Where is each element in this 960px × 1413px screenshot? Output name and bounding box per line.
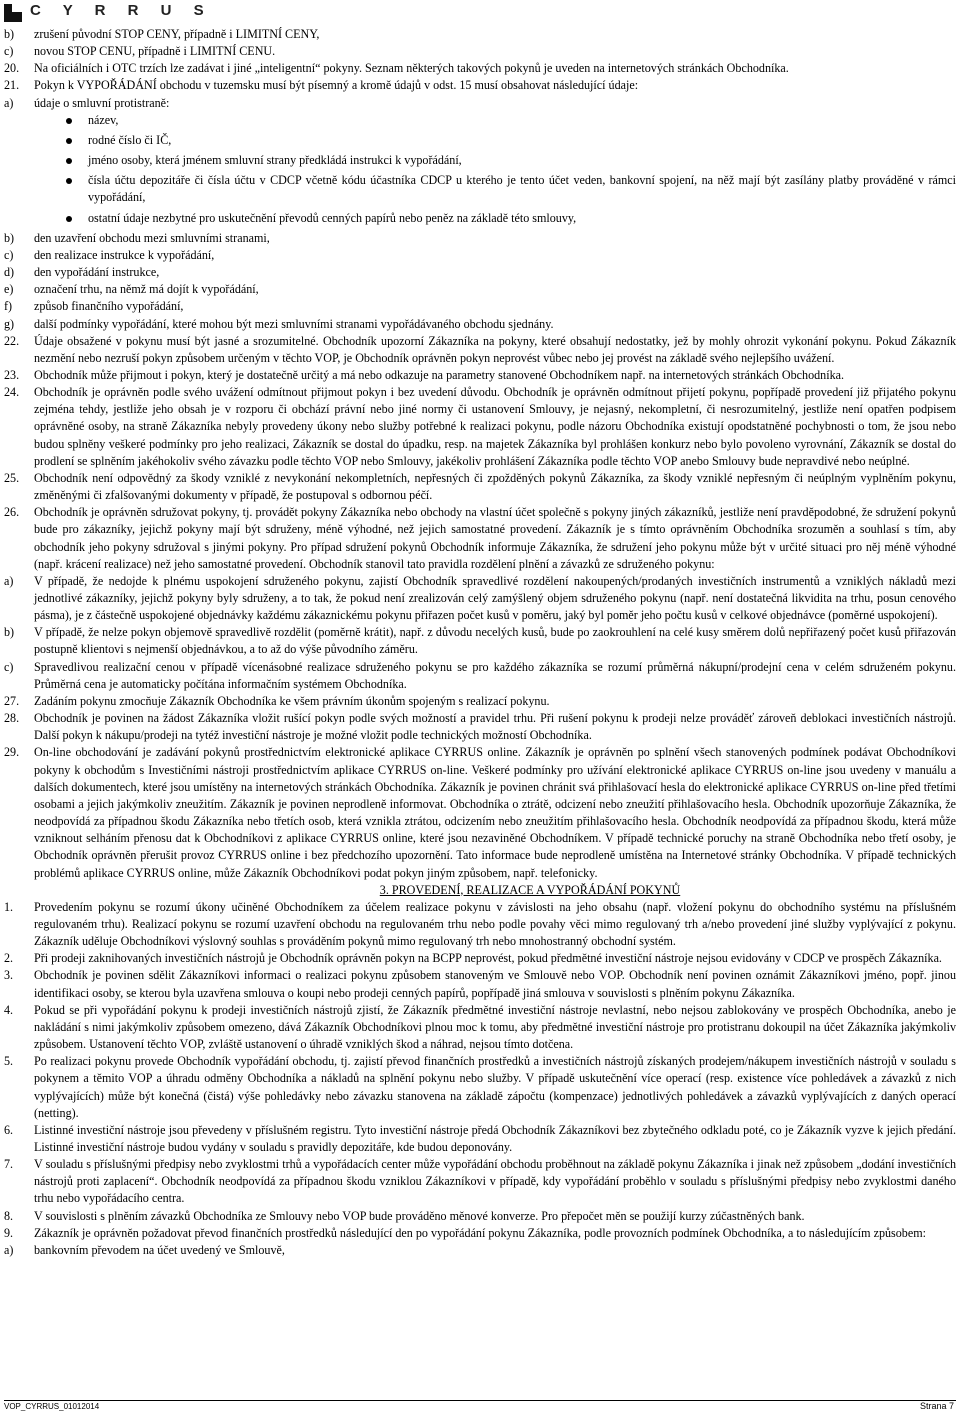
item-number: b)	[4, 27, 15, 41]
sub-item	[4, 316, 956, 333]
sub-item	[4, 264, 956, 281]
item-text: V souladu s příslušnými předpisy nebo zvyklostmi trhů a vypořádacích center může vypořádání obchodu proběhnout na základě pokynu Zákazníka i jinak než způsobem „dodání investičních nástrojů proti zaplacení“. Obchodník neodpovídá za případnou škodu vzniklou Zákazníkovi v případě, kdy vypořádání proběhlo v souladu s příslušnými předpisy nebo zvyklostmi daného trhu nebo vypořádacího centra.	[34, 1157, 956, 1206]
item-text: Spravedlivou realizační cenou v případě vícenásobné realizace sdruženého pokynu se pro každého zákazníka se rozumí průměrná nákupní/prodejní cena v celém sdruženém pokynu. Průměrná cena je automaticky počítána informačním systémem Obchodníka.	[34, 659, 956, 691]
item-number: 26.	[4, 505, 20, 520]
paragraph-item	[4, 470, 956, 504]
item-number: g)	[4, 316, 15, 331]
item-text: Při prodeji zaknihovaných investičních nástrojů je Obchodník oprávněn pokyn na BCPP neprovést, pokud předmětné investiční nástroje nejsou evidovány v CDCP ve prospěch Zákazníka.	[34, 951, 942, 966]
item-text: zrušení původní STOP CENY, případně i LIMITNÍ CENY,	[34, 27, 320, 41]
item-text: označení trhu, na němž má dojít k vypořádání,	[34, 282, 259, 297]
item-number: 29.	[4, 745, 20, 760]
page-header	[0, 0, 960, 24]
item-number: d)	[4, 265, 15, 280]
item-text: den vypořádání instrukce,	[34, 265, 160, 280]
paragraph-item	[4, 1122, 956, 1156]
item-number: a)	[4, 573, 14, 588]
sub-item	[4, 26, 956, 43]
bullet-text: jméno osoby, která jménem smluvní strany předkládá instrukci k vypořádání,	[88, 153, 462, 168]
item-number: 5.	[4, 1054, 14, 1069]
item-text: Obchodník je povinen sdělit Zákazníkovi informaci o realizaci pokynu způsobem stanoveným ve Smlouvě nebo VOP. Obchodník není povinen oznámit Zákazníkovi jméno, popř. jinou identifikaci osoby, se kterou byla uzavřena smlouva o koupi nebo prodeji cenných papírů, popřípadě jiná smlouva v souvislosti s plněním pokynu Zákazníka.	[34, 968, 956, 1000]
item-number: a)	[4, 95, 14, 110]
sub-item	[4, 298, 956, 315]
bullet-icon	[66, 118, 72, 124]
paragraph-item	[4, 1002, 956, 1053]
item-number: c)	[4, 247, 14, 262]
bullet-icon	[66, 158, 72, 164]
item-number: 3.	[4, 968, 14, 983]
item-text: V souvislosti s plněním závazků Obchodníka ze Smlouvy nebo VOP bude prováděno měnové konverze. Pro přepočet měn se použijí kurzy zúčastněných bank.	[34, 1208, 805, 1223]
item-text: Obchodník je oprávněn sdružovat pokyny, tj. provádět pokyny Zákazníka nebo obchody na vlastní účet společně s pokyny jiných zákazníků, jestliže není pravděpodobné, že sdružení pokynů bude pro zákazníky, jejichž pokyny mají být sdruženy, méně výhodné, než jejich samostatné provedení. Zákazník je s tímto oprávněním Obchodníka srozuměn a souhlasí s tím, aby obchodník jeho pokyny sdružoval s jinými pokyny. Pro případ sdružení pokynů Obchodník informuje Zákazníka, že sdružení jeho pokynu může být v určité situaci pro něj méně výhodné (např. krácení realizace) než jeho samostatné provedení. Obchodník stanovil tato pravidla rozdělení plnění a závazků ze sdruženého pokynu:	[34, 505, 956, 571]
paragraph-item	[4, 60, 956, 77]
item-number: 9.	[4, 1225, 14, 1240]
sub-item	[4, 1242, 956, 1259]
paragraph-item	[4, 1225, 956, 1242]
item-text: V případě, že nelze pokyn objemově spravedlivě rozdělit (poměrně krátit), např. z důvodu necelých kusů, bude po zaokrouhlení na celé kusy směrem dolů nepřiřazený počet kusů přiřazován postupně klientovi s nejmenší objednávkou, a to až do výše původního záměru.	[34, 625, 956, 657]
paragraph-item	[4, 1053, 956, 1122]
paragraph-item	[4, 384, 956, 470]
item-number: 27.	[4, 693, 20, 708]
sub-item	[4, 95, 956, 112]
bullet-icon	[66, 138, 72, 144]
item-text: Provedením pokynu se rozumí úkony učiněné Obchodníkem za účelem realizace pokynu v závislosti na jeho obsahu (např. vložení pokynu do obchodního systému na příslušném regulovaném trhu). Realizací pokynu se rozumí uzavření obchodu na regulovaném trhu nebo podle povahy věci mimo regulovaný trh a/nebo provedení jiné služby vyplývající z pokynu. Zákazník uděluje Obchodníkovi výslovný souhlas s prováděním pokynů mimo regulovaný trh nebo mnohostranný obchodní systém.	[34, 899, 956, 949]
item-number: 7.	[4, 1157, 14, 1172]
item-number: 22.	[4, 333, 20, 348]
item-number: 4.	[4, 1002, 14, 1017]
item-number: e)	[4, 282, 14, 297]
document-code: VOP_CYRRUS_01012014	[4, 1402, 100, 1411]
document-body	[4, 26, 956, 1259]
sub-item	[4, 230, 956, 247]
bullet-item	[4, 172, 956, 206]
item-number: f)	[4, 299, 13, 314]
paragraph-item	[4, 333, 956, 367]
paragraph-item	[4, 77, 956, 94]
paragraph-item	[4, 367, 956, 384]
paragraph-item	[4, 744, 956, 881]
paragraph-item	[4, 504, 956, 573]
item-number: 8.	[4, 1208, 14, 1223]
item-number: 6.	[4, 1122, 14, 1137]
sub-item	[4, 43, 956, 60]
item-text: Na oficiálních i OTC trzích lze zadávat i jiné „inteligentní“ pokyny. Seznam některých takových pokynů je uveden na internetových stránkách Obchodníka.	[34, 61, 789, 76]
item-number: a)	[4, 1242, 14, 1257]
item-number: 21.	[4, 78, 20, 93]
item-text: bankovním převodem na účet uvedený ve Smlouvě,	[34, 1242, 285, 1257]
item-text: další podmínky vypořádání, které mohou být mezi smluvními stranami vypořádávaného obchodu sjednány.	[34, 316, 554, 331]
paragraph-item	[4, 950, 956, 967]
item-number: b)	[4, 230, 15, 245]
bullet-text: čísla účtu depozitáře či čísla účtu v CDCP včetně kódu účastníka CDCP u kterého je tento účet veden, bankovní spojení, na něž mají být zasílány platby prováděné v rámci vypořádání,	[88, 173, 956, 205]
item-text: V případě, že nedojde k plnému uspokojení sdruženého pokynu, zajistí Obchodník spravedlivé rozdělení nakoupených/prodaných investičních instrumentů a vzniklých nákladů mezi jednotlivé zákazníky, jejichž pokyny byly sdruženy, a to tak, že pokud není zrealizován celý zamýšlený objem sdruženého pokynu (např. není dostatečná likvidita na trhu, posun cenového pásma), je z částečně uspokojené objednávky každému zákaznickému pokynu přiřazen počet kusů v poměru, jaký byl poměr jeho počtu kusů v celkové objednávce (poměrné uspokojení).	[34, 573, 956, 623]
bullet-text: název,	[88, 112, 119, 127]
bullet-item	[4, 152, 956, 169]
item-number: 20.	[4, 61, 20, 76]
item-number: 23.	[4, 367, 20, 382]
item-text: Obchodník je oprávněn podle svého uvážení odmítnout přijmout pokyn i bez uvedení důvodu. Obchodník je oprávněn odmítnout přijetí pokynu, popřípadě provedení již přijatého pokynu zejména tehdy, jestliže jeho obsah je v rozporu či obchází právní nebo jiné normy či ustanovení Smlouvy, je nejasný, nekompletní, či nesrozumitelný, jestliže není opatřen podpisem oprávněné osoby, na straně Zákazníka nebyly provedeny úkony nebo služby potřebné k realizaci pokynu, podle názoru Obchodníka existují opodstatněné pochybnosti o tom, že jsou nebo budou splněny veškeré podmínky pro jeho realizaci, Zákazník se dostal do úpadku, resp. na majetek Zákazníka byl prohlášen konkurz nebo bylo povoleno vyrovnání, Zákazník se dostal do prodlení se splněním jakéhokoliv svého závazku podle těchto VOP nebo Smlouvy, jakékoliv prohlášení Zákazníka podle těchto VOP anebo Smlouvy bude nepravdivé nebo neúplné.	[34, 385, 956, 468]
item-text: Zákazník je oprávněn požadovat převod finančních prostředků následující den po vypořádání pokynu Zákazníka, podle provozních podmínek Obchodníka, a to následujícím způsobem:	[34, 1225, 926, 1240]
paragraph-item	[4, 1156, 956, 1207]
item-text: Obchodník může přijmout i pokyn, který je dostatečně určitý a má nebo odkazuje na parametry stanovené Obchodníkem např. na internetových stránkách Obchodníka.	[34, 367, 845, 382]
item-text: údaje o smluvní protistraně:	[34, 95, 170, 110]
item-number: 24.	[4, 385, 20, 400]
bullet-text: ostatní údaje nezbytné pro uskutečnění převodů cenných papírů nebo peněz na základě této smlouvy,	[88, 210, 577, 225]
paragraph-item	[4, 967, 956, 1001]
item-text: Listinné investiční nástroje jsou převedeny v příslušném registru. Tyto investiční nástroje předá Obchodník Zákazníkovi bez zbytečného odkladu poté, co je Zákazník vyzve k jejich předání. Listinné investiční nástroje budou vydány v souladu s pravidly depozitáře, kde budou deponovány.	[34, 1122, 956, 1154]
item-text: Zadáním pokynu zmocňuje Zákazník Obchodníka ke všem právním úkonům spojeným s realizací pokynu.	[34, 693, 550, 708]
item-text: den realizace instrukce k vypořádání,	[34, 247, 215, 262]
company-logo-text: C Y R R U S	[30, 2, 213, 19]
sub-item	[4, 573, 956, 624]
paragraph-item	[4, 899, 956, 950]
item-text: Obchodník není odpovědný za škody vzniklé z nevykonání nekompletních, nepřesných či zpožděných pokynů Zákazníka, za škody vzniklé nepřesným či neúplným vyplněním pokynu, změněnými či zfalšovanými dokumenty v případě, že postupoval s odbornou péčí.	[34, 470, 956, 503]
item-number: c)	[4, 44, 14, 59]
item-text: den uzavření obchodu mezi smluvními stranami,	[34, 230, 270, 245]
bullet-item	[4, 210, 956, 227]
section-heading: 3. PROVEDENÍ, REALIZACE A VYPOŘÁDÁNÍ POKYNŮ	[379, 882, 681, 897]
paragraph-item	[4, 693, 956, 710]
item-number: 28.	[4, 711, 20, 726]
bullet-icon	[66, 216, 72, 222]
bullet-text: rodné číslo či IČ,	[88, 132, 172, 147]
item-text: způsob finančního vypořádání,	[34, 299, 184, 314]
bullet-icon	[66, 178, 72, 184]
item-text: Obchodník je povinen na žádost Zákazníka vložit rušící pokyn podle svých možností a pravidel trhu. Při rušení pokynu k prodeji nelze prováděť zároveň deblokaci investičních nástrojů. Další pokyn k nákupu/prodeji na tytéž investiční nástroje je možné vložit podle technických možností Obchodníka.	[34, 711, 956, 743]
footer-divider	[4, 1400, 956, 1401]
item-number: 25.	[4, 470, 20, 485]
sub-item	[4, 624, 956, 658]
bullet-item	[4, 132, 956, 149]
paragraph-item	[4, 710, 956, 744]
item-number: c)	[4, 659, 14, 674]
item-text: Pokud se při vypořádání pokynu k prodeji investičních nástrojů zjistí, že Zákazník předmětné investiční nástroje nevlastní, nebo nejsou zablokovány ve prospěch Obchodníka, anebo je nakládání s nimi jakýmkoliv způsobem omezeno, dává Zákazník Obchodníkovi plnou moc k tomu, aby předmětné investiční nástroje pro protistranu dokoupil na účet Zákazníka jakýmkoliv způsobem. Ustanovení těchto VOP, zvláště ustanovení o úhradě vzniklých škod a náhrad, nejsou tímto dotčena.	[34, 1002, 956, 1052]
sub-item	[4, 281, 956, 298]
item-number: 1.	[4, 899, 14, 914]
paragraph-item	[4, 1208, 956, 1225]
item-text: Po realizaci pokynu provede Obchodník vypořádání obchodu, tj. zajistí převod finančních prostředků a investičních nástrojů získaných prodejem/nákupem investičních nástrojů v souladu s pokynem a těmito VOP a úhradu odměny Obchodníka a nákladů na splnění pokynu nebo služby. V případě uskutečnění více operací (resp. existence více pohledávek a závazků z nich vyplývajících) může být konečná (čistá) výše pohledávky nebo závazku stanovena na základě zápočtu (kompenzace) jednotlivých pohledávek a závazků vyplývajících z daných operací (netting).	[34, 1054, 956, 1120]
item-number: 2.	[4, 951, 14, 966]
item-text: On-line obchodování je zadávání pokynů prostřednictvím elektronické aplikace CYRRUS online. Zákazník je oprávněn po splnění všech stanovených podmínek podávat Obchodníkovi pokyny k obchodům s Investičními nástroji prostřednictvím aplikace CYRRUS on-line. Veškeré podmínky pro užívání elektronické aplikace CYRRUS on-line jsou uvedeny v manuálu a dalších dokumentech, které jsou umístěny na internetových stránkách Obchodníka. Zákazník je povinen chránit svá přihlašovací hesla do elektronické aplikace CYRRUS on-line před třetími osobami a jejich jakýmkoliv zneužitím. Zákazník je povinen neprodleně informovat. Obchodníka o ztrátě, odcizení nebo zneužití přihlašovacího hesla. Obchodník upozorňuje Zákazníka, že neodpovídá za případnou škodu Zákazníka nebo třetích osob, která vznikla ztrátou, odcizením nebo zneužitím přihlašovacího hesla. Obchodník neodpovídá za případnou škodu, která může vzniknout selháním přenosu dat k Obchodníkovi z aplikace CYRRUS online, které jsou nezaviněné Obchodníkem. V případě technické poruchy na straně Obchodníka nebo třetí osoby, je Obchodník oprávněn přerušit provoz CYRRUS online i bez předchozího upozornění. Tato informace bude neprodleně umístěna na Internetové stránky Obchodníka. V případě technických problémů aplikace CYRRUS online, může Zákazník Obchodníkovi podat pokyn jiným způsobem, např. telefonicky.	[34, 745, 956, 880]
sub-item	[4, 659, 956, 693]
item-text: novou STOP CENU, případně i LIMITNÍ CENU.	[34, 44, 276, 59]
item-text: Pokyn k VYPOŘÁDÁNÍ obchodu v tuzemsku musí být písemný a kromě údajů v odst. 15 musí obsahovat následující údaje:	[34, 78, 639, 93]
page-number: Strana 7	[919, 1401, 954, 1411]
sub-item	[4, 247, 956, 264]
item-text: Údaje obsažené v pokynu musí být jasné a srozumitelné. Obchodník upozorní Zákazníka na pokyny, které obsahují nedostatky, jež by mohly ohrozit vykonání pokynu. Pokud Zákazník nezmění nebo nezruší pokyn způsobem určeným v těchto VOP, je Obchodník oprávněn pokyn neprovést vůbec nebo jej provést na základě svého nejlepšího uvážení.	[34, 333, 956, 365]
bullet-item	[4, 112, 956, 129]
item-number: b)	[4, 625, 15, 640]
cyrrus-logo-icon	[4, 4, 22, 22]
